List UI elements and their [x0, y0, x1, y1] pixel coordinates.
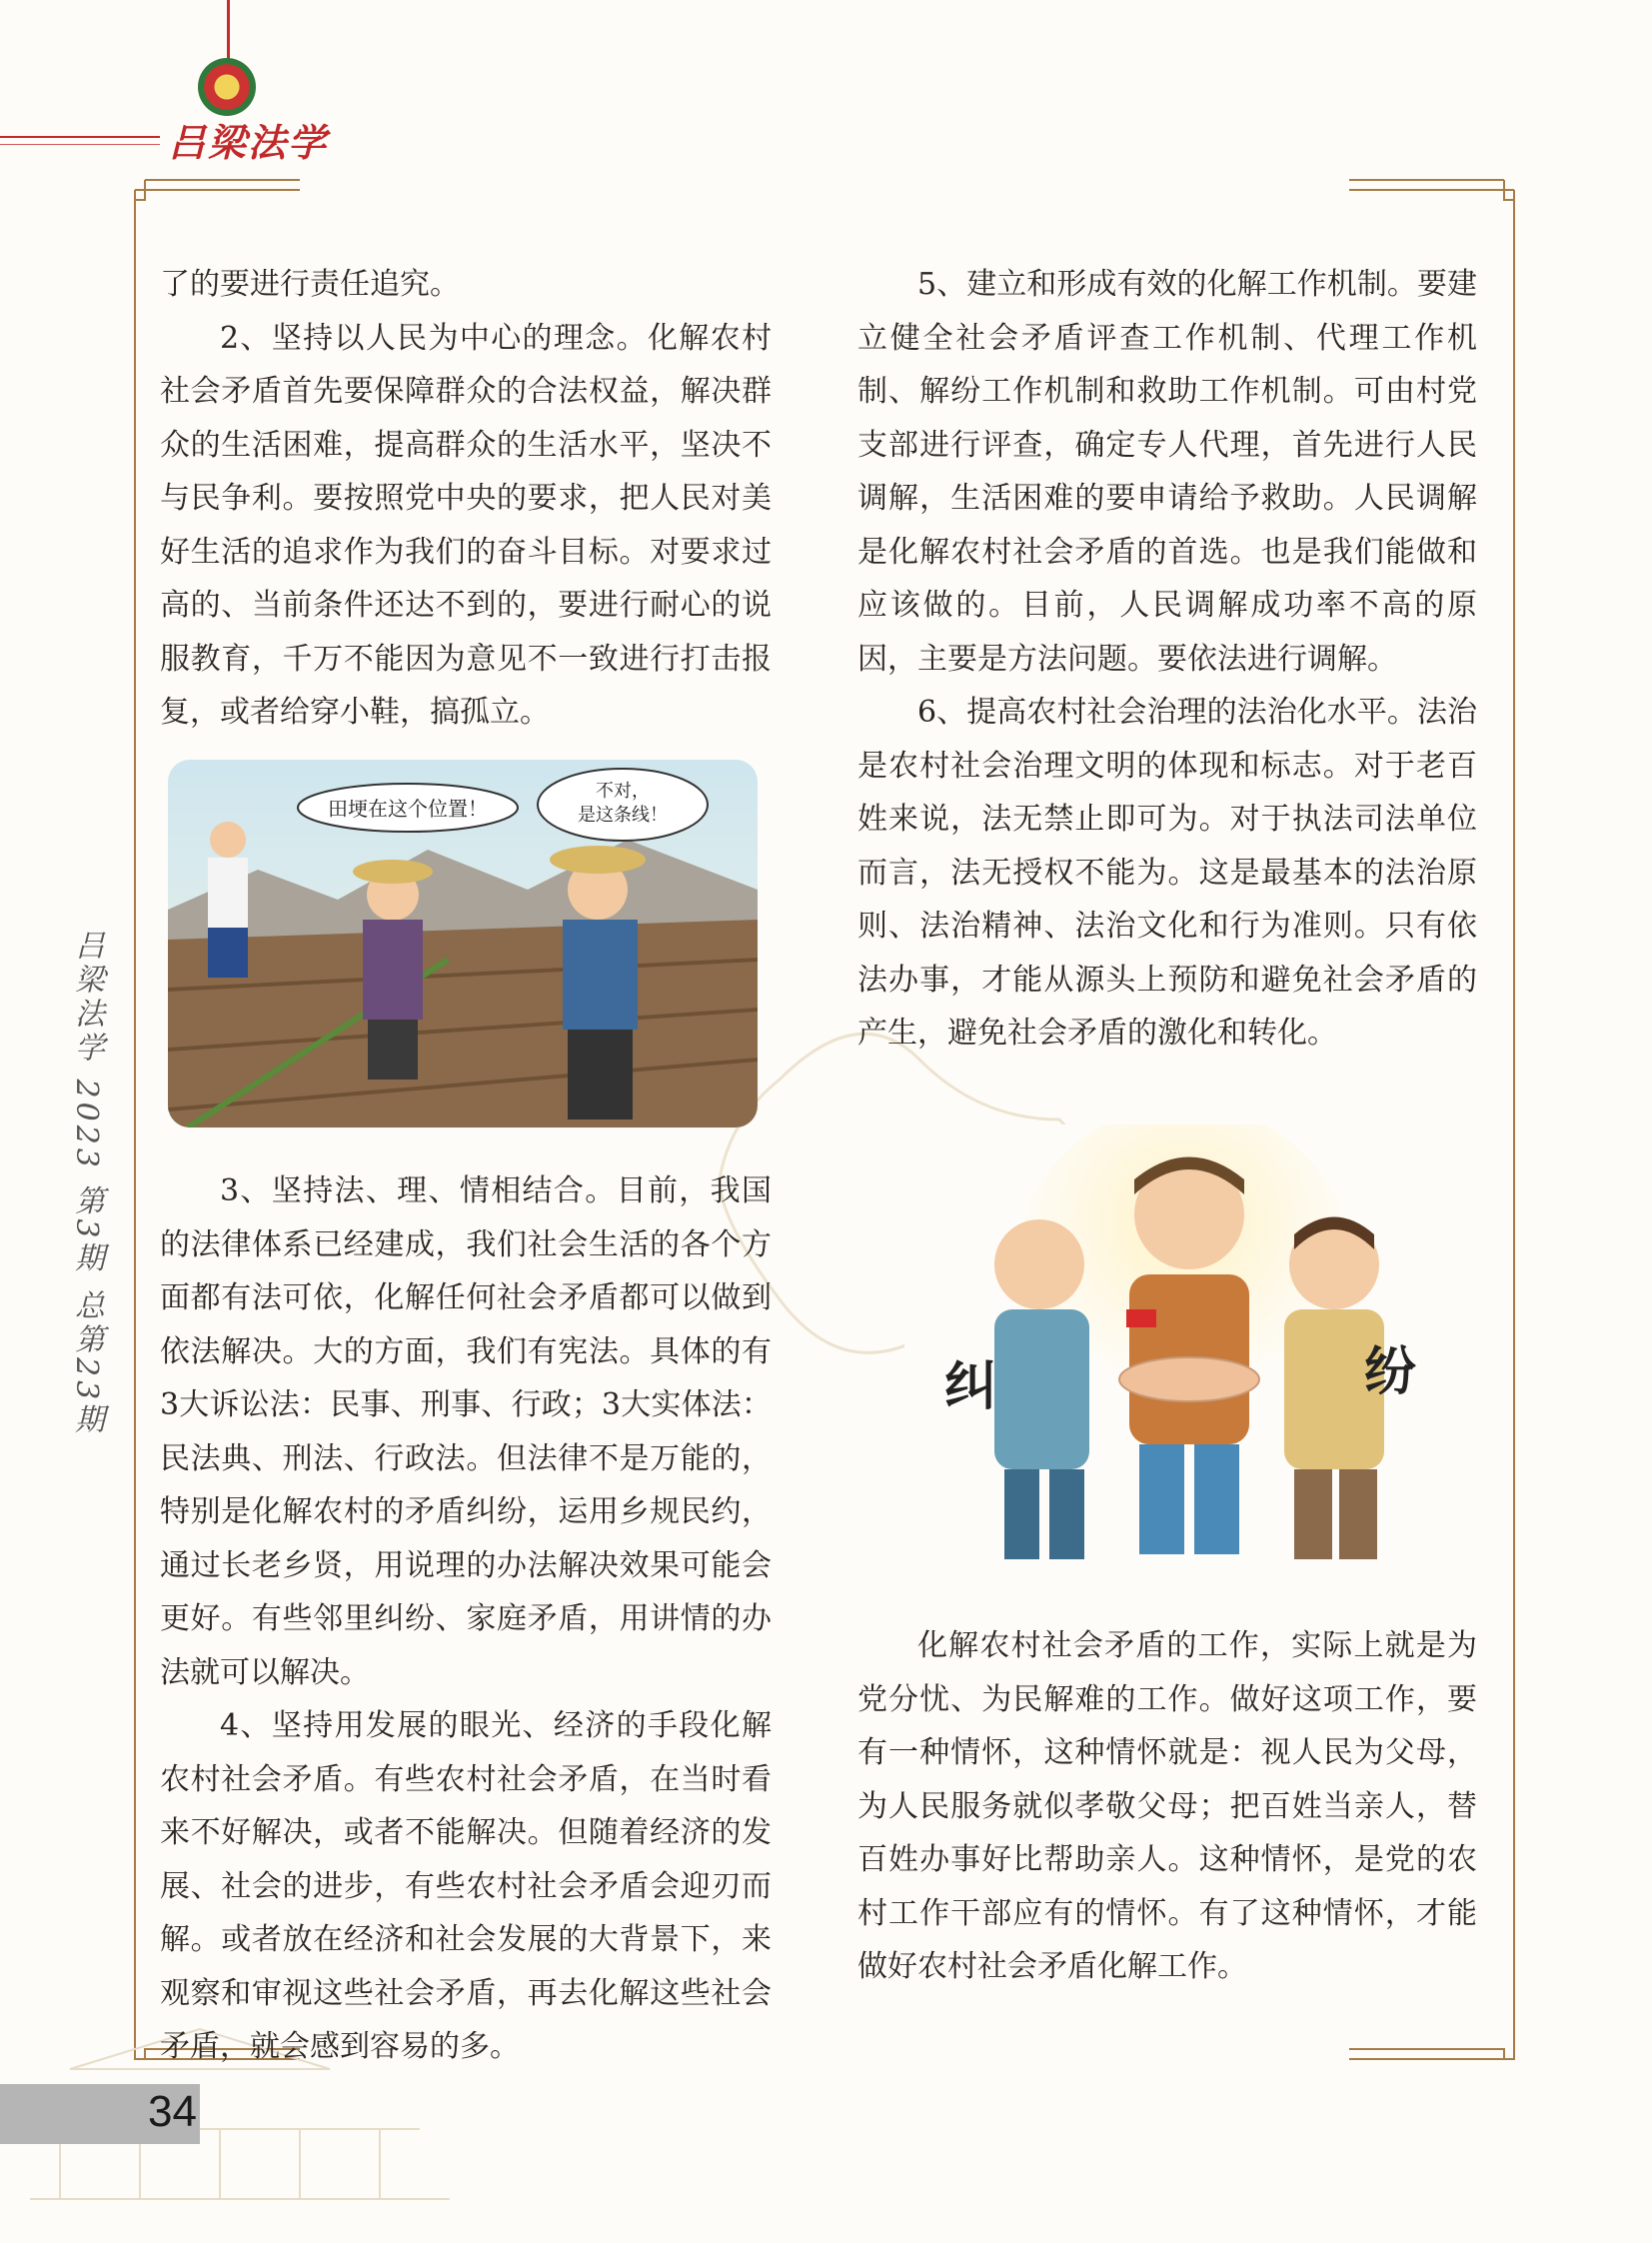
magazine-title: 吕梁法学 [168, 120, 329, 165]
bubble-right-text: 不对，是这条线！ [578, 781, 668, 826]
cartoon-field-dispute [168, 760, 758, 1127]
paragraph: 3、坚持法、理、情相结合。目前，我国的法律体系已经建成，我们社会生活的各个方面都有法可依，化解任何社会矛盾都可以做到依法解决。大的方面，我们有宪法。具体的有3大诉讼法：民事、刑事、行政；3大实体法：民法典、刑法、行政法。但法律不是万能的，特别是化解农村的矛盾纠纷，运用乡规民约，通过长老乡贤，用说理的办法解决效果可能会更好。有些邻里纠纷、家庭矛盾，用讲情的办法就可以解决。 [160, 1173, 772, 1690]
label-left-text: 纠 [944, 1357, 997, 1417]
bubble-left-text: 田埂在这个位置！ [328, 797, 488, 821]
paragraph: 了的要进行责任追究。 [160, 267, 460, 302]
left-column-bottom [160, 1164, 772, 2074]
issue-sidebar-text: 吕梁法学 2023 第3期 总第23期 [69, 930, 104, 1438]
right-column-top [857, 258, 1477, 1061]
page-number: 34 [148, 2087, 197, 2136]
paragraph: 化解农村社会矛盾的工作，实际上就是为党分忧、为民解难的工作。做好这项工作，要有一种情怀，这种情怀就是：视人民为父母，为人民服务就似孝敬父母；把百姓当亲人，替百姓办事好比帮助亲人。这种情怀，是党的农村工作干部应有的情怀。有了这种情怀，才能做好农村社会矛盾化解工作。 [857, 1628, 1477, 1984]
left-column-top [160, 258, 772, 740]
cartoon-mediation-handshake [904, 1124, 1459, 1574]
paragraph: 4、坚持用发展的眼光、经济的手段化解农村社会矛盾。有些农村社会矛盾，在当时看来不好解决，或者不能解决。但随着经济的发展、社会的进步，有些农村社会矛盾会迎刃而解。或者放在经济和社会发展的大背景下，来观察和审视这些社会矛盾，再去化解这些社会矛盾，就会感到容易的多。 [160, 1708, 772, 2064]
right-column-bottom [857, 1619, 1477, 1994]
paragraph: 5、建立和形成有效的化解工作机制。要建立健全社会矛盾评查工作机制、代理工作机制、解纷工作机制和救助工作机制。可由村党支部进行评查，确定专人代理，首先进行人民调解，生活困难的要申请给予救助。人民调解是化解农村社会矛盾的首选。也是我们能做和应该做的。目前，人民调解成功率不高的原因，主要是方法问题。要依法进行调解。 [857, 267, 1477, 677]
label-right-text: 纷 [1364, 1342, 1417, 1402]
paragraph: 2、坚持以人民为中心的理念。化解农村社会矛盾首先要保障群众的合法权益，解决群众的生活困难，提高群众的生活水平，坚决不与民争利。要按照党中央的要求，把人民对美好生活的追求作为我们的奋斗目标。对要求过高的、当前条件还达不到的，要进行耐心的说服教育，千万不能因为意见不一致进行打击报复，或者给穿小鞋，搞孤立。 [160, 320, 772, 730]
paragraph: 6、提高农村社会治理的法治化水平。法治是农村社会治理文明的体现和标志。对于老百姓来说，法无禁止即可为。对于执法司法单位而言，法无授权不能为。这是最基本的法治原则、法治精神、法治文化和行为准则。只有依法办事，才能从源头上预防和避免社会矛盾的产生，避免社会矛盾的激化和转化。 [857, 695, 1477, 1051]
